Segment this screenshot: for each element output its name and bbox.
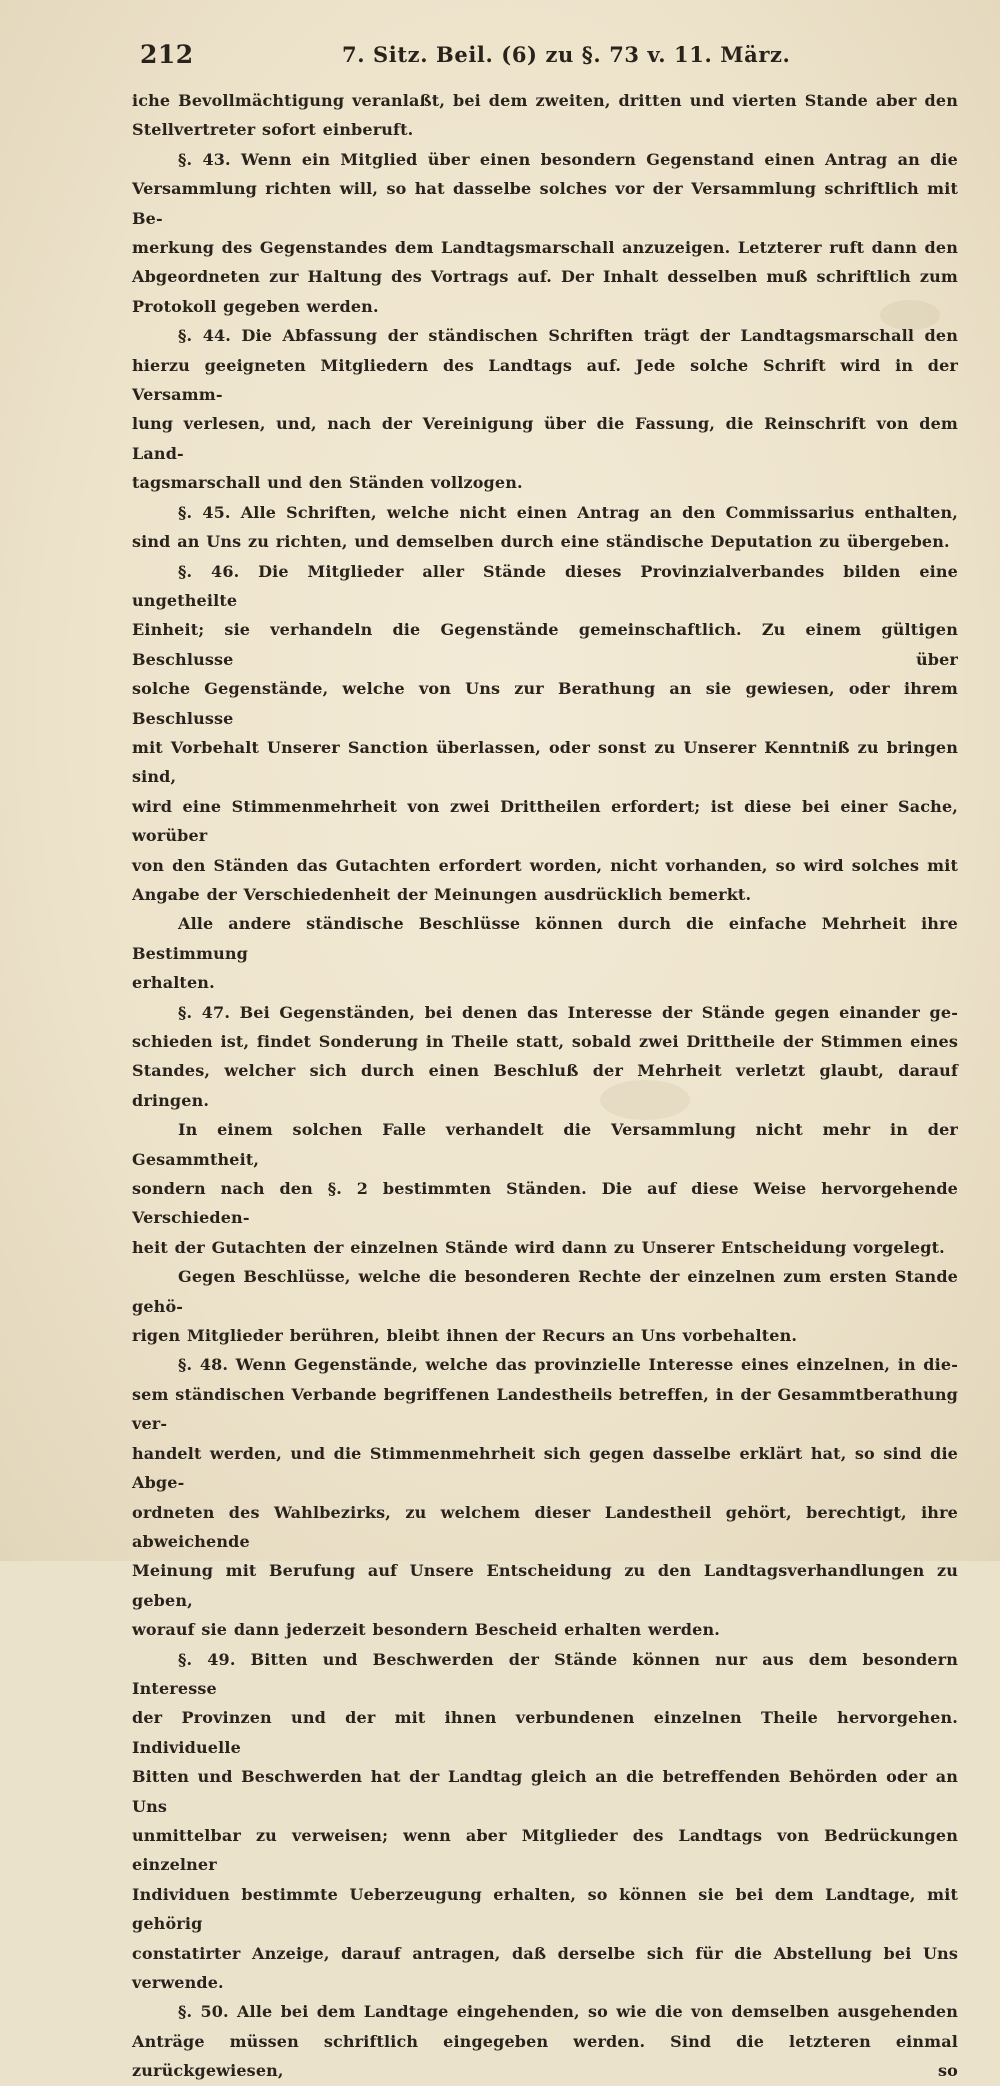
paragraph-section-50 — [132, 1997, 958, 2085]
text-line: §. 49. Bitten und Beschwerden der Stände können nur aus dem besondern Interesse — [132, 1649, 958, 1698]
text-line: merkung des Gegenstandes dem Landtagsmarschall anzuzeigen. Letzterer ruft dann den — [132, 238, 958, 258]
text-line: §. 48. Wenn Gegenstände, welche das provinzielle Interesse eines einzelnen, in die- — [178, 1355, 958, 1375]
text-line: Bitten und Beschwerden hat der Landtag gleich an die betreffenden Behörden oder an Uns — [132, 1767, 958, 1816]
text-line: Angabe der Verschiedenheit der Meinungen ausdrücklich bemerkt. — [132, 884, 752, 904]
page-header — [132, 38, 958, 78]
paragraph-section-47 — [132, 998, 958, 1116]
text-line: Versammlung richten will, so hat dasselbe solches vor der Versammlung schriftlich mit Be- — [132, 179, 958, 228]
text-line: handelt werden, und die Stimmenmehrheit sich gegen dasselbe erklärt hat, so sind die Abge- — [132, 1443, 958, 1493]
text-line: Stellvertreter sofort einberuft. — [132, 120, 414, 140]
text-line: Einheit; sie verhandeln die Gegenstände gemeinschaftlich. Zu einem gültigen Beschlusse über — [132, 620, 958, 669]
text-line: §. 43. Wenn ein Mitglied über einen besondern Gegenstand einen Antrag an die — [178, 149, 958, 169]
text-line: mit Vorbehalt Unserer Sanction überlassen, oder sonst zu Unserer Kenntniß zu bringen sind, — [132, 737, 958, 787]
page-body — [132, 86, 958, 2086]
text-line: §. 45. Alle Schriften, welche nicht einen Antrag an den Commissarius enthalten, — [178, 502, 958, 522]
text-line: erhalten. — [132, 973, 215, 993]
text-line: Alle andere ständische Beschlüsse können durch die einfache Mehrheit ihre Bestimmung — [132, 914, 958, 963]
text-line: der Provinzen und der mit ihnen verbundenen einzelnen Theile hervorgehen. Individuelle — [132, 1708, 958, 1757]
text-line: heit der Gutachten der einzelnen Stände wird dann zu Unserer Entscheidung vorgelegt. — [132, 1237, 945, 1257]
paragraph-section-43 — [132, 145, 958, 321]
paragraph-section-45 — [132, 498, 958, 557]
text-line: Gegen Beschlüsse, welche die besonderen Rechte der einzelnen zum ersten Stande gehö- — [132, 1267, 958, 1316]
text-line: rigen Mitglieder berühren, bleibt ihnen der Recurs an Uns vorbehalten. — [132, 1326, 798, 1346]
text-line: ordneten des Wahlbezirks, zu welchem dieser Landestheil gehört, berechtigt, ihre abweichende — [132, 1502, 958, 1551]
text-line: §. 44. Die Abfassung der ständischen Schriften trägt der Landtagsmarschall den — [178, 326, 958, 346]
text-line: schieden ist, findet Sonderung in Theile statt, sobald zwei Drittheile der Stimmen eines — [132, 1032, 958, 1051]
text-line: von den Ständen das Gutachten erfordert worden, nicht vorhanden, so wird solches mit — [132, 855, 958, 875]
text-line: Standes, welcher sich durch einen Beschluß der Mehrheit verletzt glaubt, darauf dringen. — [132, 1061, 958, 1110]
text-line: sem ständischen Verbande begriffenen Landestheils betreffen, in der Gesammtberathung ver- — [132, 1384, 958, 1434]
text-line: In einem solchen Falle verhandelt die Versammlung nicht mehr in der Gesammtheit, — [132, 1120, 958, 1169]
text-line: wird eine Stimmenmehrheit von zwei Drittheilen erfordert; ist diese bei einer Sache, worüber — [132, 796, 958, 846]
paragraph — [132, 1262, 958, 1350]
paragraph-section-48 — [132, 1350, 958, 1644]
text-line: sondern nach den §. 2 bestimmten Ständen. Die auf diese Weise hervorgehende Verschieden- — [132, 1179, 958, 1228]
running-head: 7. Sitz. Beil. (6) zu §. 73 v. 11. März. — [342, 42, 791, 67]
text-line: unmittelbar zu verweisen; wenn aber Mitglieder des Landtags von Bedrückungen einzelner — [132, 1825, 958, 1875]
text-line: §. 46. Die Mitglieder aller Stände dieses Provinzialverbandes bilden eine ungetheilte — [132, 561, 958, 610]
text-line: §. 50. Alle bei dem Landtage eingehenden, so wie die von demselben ausgehenden — [178, 2002, 958, 2022]
text-line: §. 47. Bei Gegenständen, bei denen das Interesse der Stände gegen einander ge- — [178, 1002, 958, 1022]
text-line: worauf sie dann jederzeit besondern Bescheid erhalten werden. — [132, 1620, 720, 1640]
text-line: hierzu geeigneten Mitgliedern des Landtags auf. Jede solche Schrift wird in der Versamm- — [132, 355, 958, 405]
paragraph — [132, 86, 958, 145]
text-line: solche Gegenstände, welche von Uns zur Berathung an sie gewiesen, oder ihrem Beschlusse — [132, 679, 958, 728]
text-line: Anträge müssen schriftlich eingegeben werden. Sind die letzteren einmal zurückgewiesen, so — [132, 2031, 958, 2081]
paragraph — [132, 1115, 958, 1262]
page-number: 212 — [140, 40, 194, 69]
text-line: iche Bevollmächtigung veranlaßt, bei dem zweiten, dritten und vierten Stande aber den — [132, 91, 958, 110]
text-line: constatirter Anzeige, darauf antragen, daß derselbe sich für die Abstellung bei Uns verwende. — [132, 1943, 958, 1992]
text-line: Meinung mit Berufung auf Unsere Entscheidung zu den Landtagsverhandlungen zu geben, — [132, 1561, 958, 1610]
paragraph-section-44 — [132, 321, 958, 497]
text-line: Protokoll gegeben werden. — [132, 296, 379, 316]
text-line: Individuen bestimmte Ueberzeugung erhalten, so können sie bei dem Landtage, mit gehörig — [132, 1884, 958, 1934]
text-line: sind an Uns zu richten, und demselben durch eine ständische Deputation zu übergeben. — [132, 532, 950, 552]
text-line: Abgeordneten zur Haltung des Vortrags auf. Der Inhalt desselben muß schriftlich zum — [132, 267, 958, 287]
text-line: lung verlesen, und, nach der Vereinigung über die Fassung, die Reinschrift von dem Land- — [132, 414, 958, 463]
paragraph-section-49 — [132, 1645, 958, 1998]
paragraph — [132, 909, 958, 997]
paragraph-section-46 — [132, 557, 958, 910]
text-line: tagsmarschall und den Ständen vollzogen. — [132, 473, 523, 493]
